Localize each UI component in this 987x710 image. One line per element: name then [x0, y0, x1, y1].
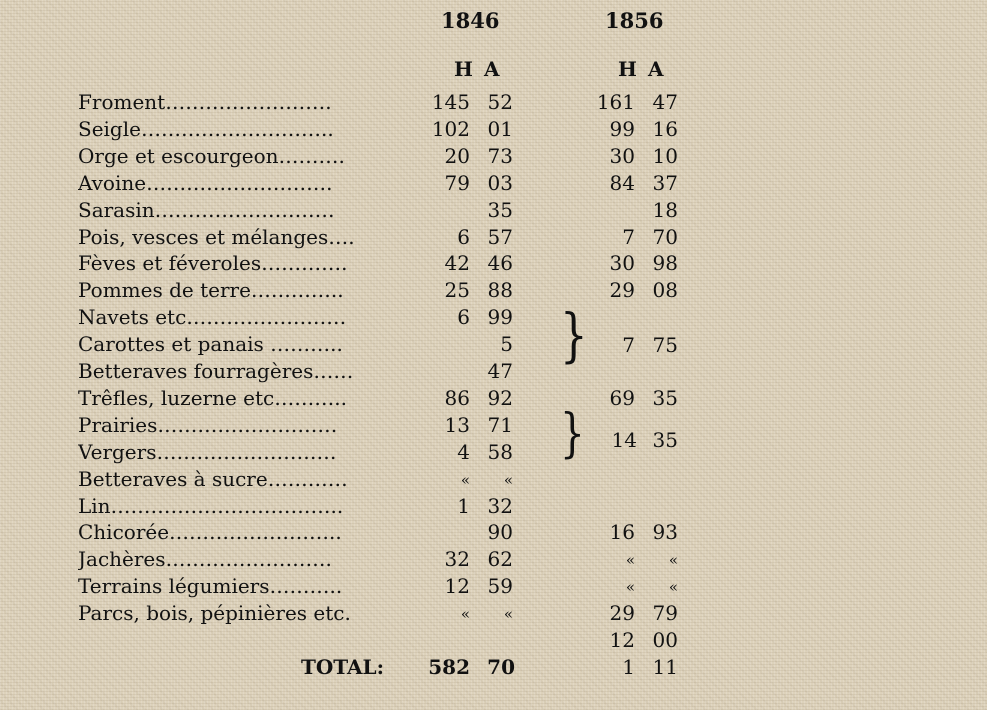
row-value-a1846: 46	[487, 251, 513, 275]
row-value-h1846: 42	[444, 251, 470, 275]
unit-h-1846: H	[454, 57, 473, 81]
row-value-a1856: 98	[652, 251, 678, 275]
row-value-h1856: «	[625, 551, 635, 569]
unit-a-1856: A	[648, 57, 664, 81]
row-value-a1846: 57	[487, 225, 513, 249]
row-value-a1856: 70	[652, 225, 678, 249]
row-value-a1856: 37	[652, 171, 678, 195]
row-value-h1856: 12	[609, 628, 635, 652]
row-value-h1846: 145	[431, 90, 470, 114]
row-value-a1846: 99	[487, 305, 513, 329]
year-1856-header: 1856	[605, 8, 664, 33]
row-value-a1846: 35	[487, 198, 513, 222]
row-value-h1846: 13	[444, 413, 470, 437]
row-value-h1856: 30	[609, 251, 635, 275]
row-value-a1846: 73	[487, 144, 513, 168]
year-1846-header: 1846	[441, 8, 500, 33]
group-meadows-a1856: 35	[652, 428, 678, 452]
row-value-h1846: 25	[444, 278, 470, 302]
row-value-h1846: 86	[444, 386, 470, 410]
row-value-a1856: 93	[652, 520, 678, 544]
row-value-h1846: 20	[444, 144, 470, 168]
row-value-a1856: 10	[652, 144, 678, 168]
row-value-a1846: 62	[487, 547, 513, 571]
row-label: Avoine……………………….	[78, 171, 333, 195]
row-label: Chicorée……………………..	[78, 520, 342, 544]
group-roots-h1856: 7	[622, 333, 635, 357]
row-value-a1856: 18	[652, 198, 678, 222]
row-label: Betteraves à sucre…………	[78, 467, 348, 491]
row-label: Trêfles, luzerne etc………..	[78, 386, 347, 410]
row-label: Lin……………………………..	[78, 494, 344, 518]
brace-roots: }	[560, 301, 588, 369]
row-value-h1846: 79	[444, 171, 470, 195]
total-label: TOTAL:	[300, 655, 384, 679]
group-meadows-h1856: 14	[611, 428, 637, 452]
row-value-a1846: 90	[487, 520, 513, 544]
row-value-h1856: 29	[609, 278, 635, 302]
row-label: Pois, vesces et mélanges….	[78, 225, 355, 249]
row-value-a1846: 5	[500, 332, 513, 356]
row-label: Pommes de terre…………..	[78, 278, 344, 302]
row-value-h1846: 4	[457, 440, 470, 464]
group-roots-a1856: 75	[652, 333, 678, 357]
row-value-a1856: 00	[652, 628, 678, 652]
row-value-h1856: 84	[609, 171, 635, 195]
row-value-h1846: 102	[431, 117, 470, 141]
total-h1856: 1	[622, 655, 635, 679]
brace-meadows: }	[560, 404, 585, 464]
row-value-a1846: 71	[487, 413, 513, 437]
row-label: Parcs, bois, pépinières etc.	[78, 601, 351, 625]
row-value-a1846: «	[503, 471, 513, 489]
row-value-h1856: 29	[609, 601, 635, 625]
row-value-a1846: 03	[487, 171, 513, 195]
row-value-h1856: 30	[609, 144, 635, 168]
row-value-a1846: 32	[487, 494, 513, 518]
row-label: Jachères…………………….	[78, 547, 332, 571]
row-value-h1846: «	[460, 471, 470, 489]
unit-h-1856: H	[618, 57, 637, 81]
row-label: Orge et escourgeon……….	[78, 144, 345, 168]
row-label: Betteraves fourragères……	[78, 359, 354, 383]
row-value-a1856: 47	[652, 90, 678, 114]
row-label: Seigle………………………..	[78, 117, 334, 141]
row-value-a1846: 01	[487, 117, 513, 141]
row-label: Sarasin………………………	[78, 198, 335, 222]
row-label: Carottes et panais ………..	[78, 332, 343, 356]
row-label: Froment…………………….	[78, 90, 332, 114]
row-value-a1846: 88	[487, 278, 513, 302]
row-label: Navets etc……………………	[78, 305, 347, 329]
row-label: Terrains légumiers………..	[78, 574, 343, 598]
row-value-h1856: 161	[596, 90, 635, 114]
total-a1856: 11	[652, 655, 678, 679]
row-value-h1856: 16	[609, 520, 635, 544]
total-a1846: 70	[487, 655, 515, 679]
row-value-a1856: 79	[652, 601, 678, 625]
row-value-a1856: «	[668, 578, 678, 596]
row-value-h1846: 6	[457, 305, 470, 329]
total-h1846: 582	[428, 655, 470, 679]
row-value-h1846: 32	[444, 547, 470, 571]
row-value-h1856: 7	[622, 225, 635, 249]
row-value-h1856: 99	[609, 117, 635, 141]
row-value-h1856: 69	[609, 386, 635, 410]
row-value-a1856: 35	[652, 386, 678, 410]
row-value-h1846: «	[460, 605, 470, 623]
row-value-a1846: 92	[487, 386, 513, 410]
row-value-a1846: 52	[487, 90, 513, 114]
row-value-a1846: 58	[487, 440, 513, 464]
row-value-h1846: 6	[457, 225, 470, 249]
row-label: Fèves et féveroles………….	[78, 251, 348, 275]
row-value-a1846: 59	[487, 574, 513, 598]
row-value-a1856: 16	[652, 117, 678, 141]
row-label: Vergers………………………	[78, 440, 337, 464]
row-value-h1846: 1	[457, 494, 470, 518]
row-value-a1856: «	[668, 551, 678, 569]
row-value-a1846: 47	[487, 359, 513, 383]
row-value-h1846: 12	[444, 574, 470, 598]
row-label: Prairies………………………	[78, 413, 338, 437]
row-value-a1846: «	[503, 605, 513, 623]
unit-a-1846: A	[484, 57, 500, 81]
row-value-h1856: «	[625, 578, 635, 596]
row-value-a1856: 08	[652, 278, 678, 302]
